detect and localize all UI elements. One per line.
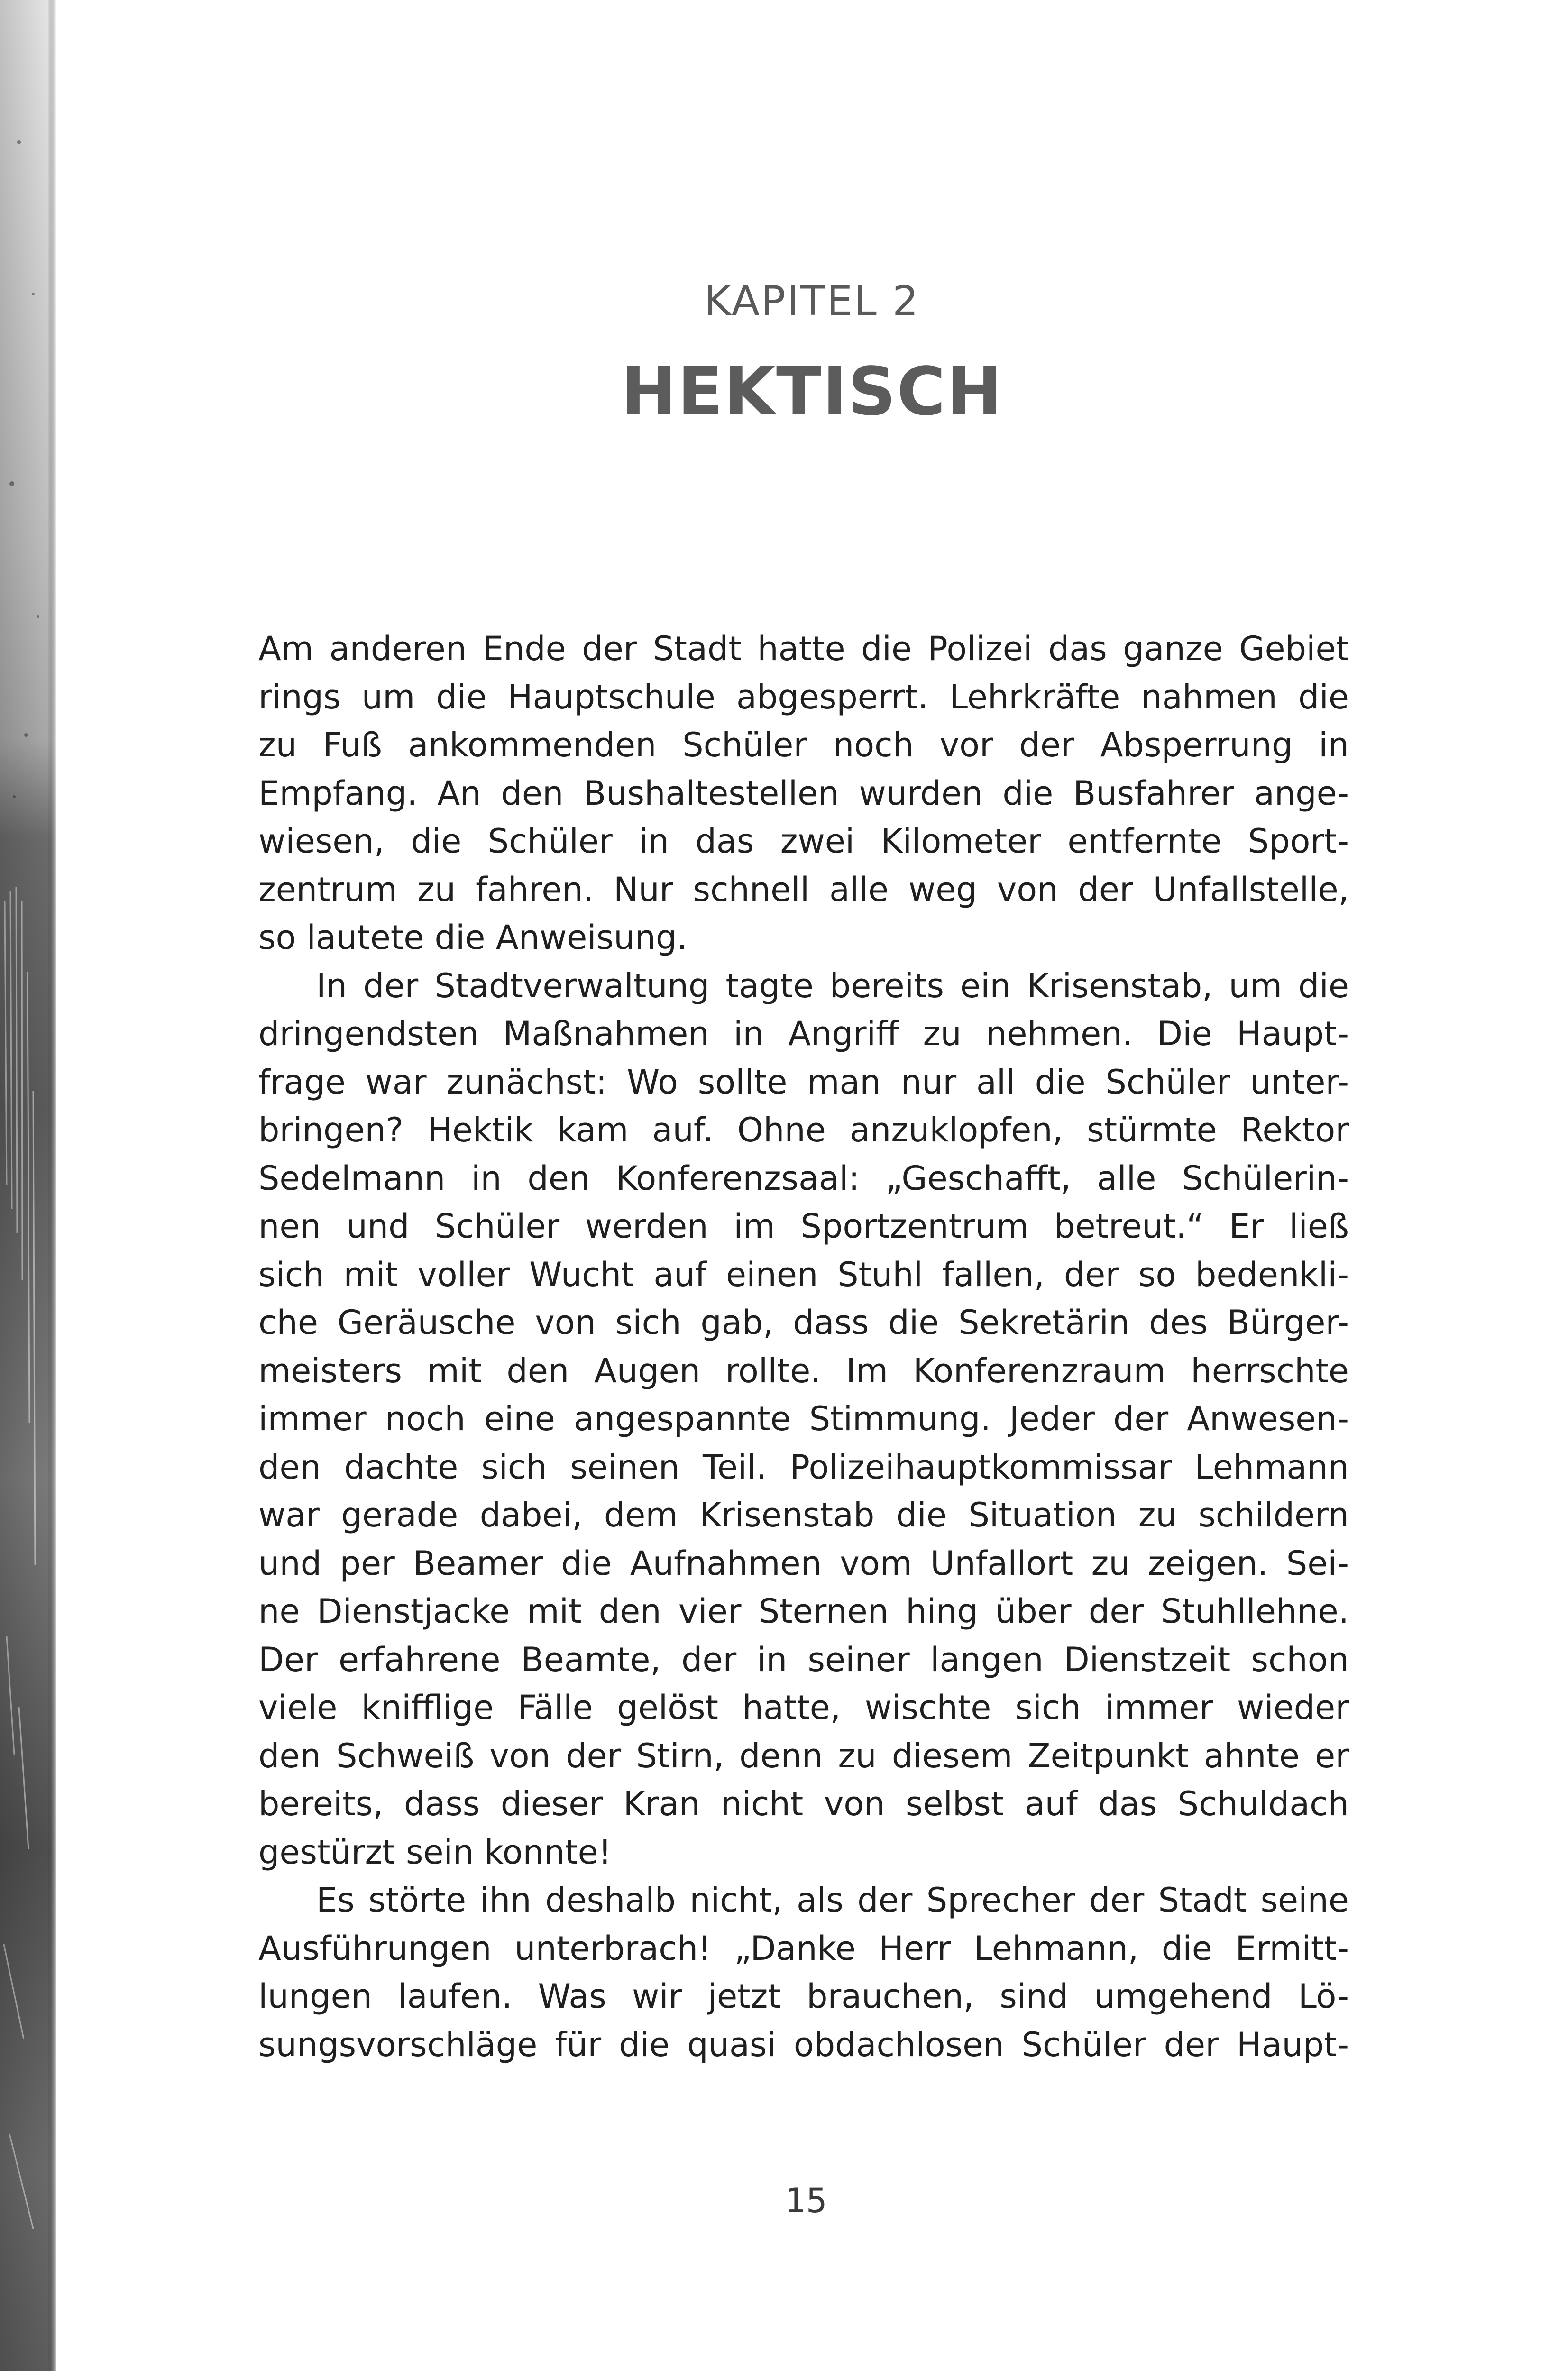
text-line: den Schweiß von der Stirn, denn zu diesem Zeitpunkt ahnte er xyxy=(258,1736,1349,1775)
chapter-title: HEKTISCH xyxy=(621,353,1003,431)
text-line: und per Beamer die Aufnahmen vom Unfallort zu zeigen. Sei- xyxy=(258,1544,1349,1583)
photo-strip-graphic xyxy=(0,0,56,2371)
text-line: Es störte ihn deshalb nicht, als der Sprecher der Stadt seine xyxy=(316,1881,1349,1920)
text-line: rings um die Hauptschule abgesperrt. Lehrkräfte nahmen die xyxy=(258,677,1349,717)
text-line: meisters mit den Augen rollte. Im Konferenzraum herrschte xyxy=(258,1351,1349,1390)
paragraph-3 xyxy=(258,1876,1349,2069)
text-line: wiesen, die Schüler in das zwei Kilometer entfernte Sport- xyxy=(258,822,1349,861)
text-line: ne Dienstjacke mit den vier Sternen hing über der Stuhllehne. xyxy=(258,1592,1349,1631)
text-line: Am anderen Ende der Stadt hatte die Polizei das ganze Gebiet xyxy=(258,629,1349,668)
text-line: sich mit voller Wucht auf einen Stuhl fallen, der so bedenkli- xyxy=(258,1255,1349,1294)
paragraph-1 xyxy=(258,625,1349,962)
text-line: dringendsten Maßnahmen in Angriff zu nehmen. Die Haupt- xyxy=(258,1014,1349,1053)
paragraph-2 xyxy=(258,962,1349,1877)
text-line: Ausführungen unterbrach! „Danke Herr Lehmann, die Ermitt- xyxy=(258,1929,1349,1968)
text-line: lungen laufen. Was wir jetzt brauchen, sind umgehend Lö- xyxy=(258,1977,1349,2016)
chapter-label: KAPITEL 2 xyxy=(704,277,920,325)
text-line: sungsvorschläge für die quasi obdachlosen Schüler der Haupt- xyxy=(258,2025,1349,2064)
text-line: Sedelmann in den Konferenzsaal: „Geschafft, alle Schülerin- xyxy=(258,1158,1349,1198)
body-text xyxy=(258,625,1349,2069)
text-line: so lautete die Anweisung. xyxy=(258,918,688,957)
text-line: In der Stadtverwaltung tagte bereits ein Krisenstab, um die xyxy=(316,966,1349,1005)
page-number: 15 xyxy=(785,2181,827,2220)
text-line: Empfang. An den Bushaltestellen wurden die Busfahrer ange- xyxy=(258,773,1349,813)
text-line: nen und Schüler werden im Sportzentrum betreut.“ Er ließ xyxy=(258,1207,1349,1246)
text-line: zentrum zu fahren. Nur schnell alle weg von der Unfallstelle, xyxy=(258,870,1349,909)
decorative-photo-strip xyxy=(0,0,56,2371)
text-line: zu Fuß ankommenden Schüler noch vor der Absperrung in xyxy=(258,726,1349,764)
text-line: bringen? Hektik kam auf. Ohne anzuklopfen, stürmte Rektor xyxy=(258,1111,1349,1149)
text-line: viele knifflige Fälle gelöst hatte, wischte sich immer wieder xyxy=(258,1688,1349,1727)
text-line: immer noch eine angespannte Stimmung. Jeder der Anwesen- xyxy=(258,1399,1349,1438)
text-line: frage war zunächst: Wo sollte man nur all die Schüler unter- xyxy=(258,1062,1349,1102)
text-line: bereits, dass dieser Kran nicht von selbst auf das Schuldach xyxy=(258,1784,1349,1823)
text-line: war gerade dabei, dem Krisenstab die Situation zu schildern xyxy=(258,1496,1349,1535)
text-line: den dachte sich seinen Teil. Polizeihauptkommissar Lehmann xyxy=(258,1447,1349,1487)
text-line: che Geräusche von sich gab, dass die Sekretärin des Bürger- xyxy=(258,1303,1349,1342)
text-line: gestürzt sein konnte! xyxy=(258,1832,612,1872)
text-line: Der erfahrene Beamte, der in seiner langen Dienstzeit schon xyxy=(258,1640,1349,1679)
